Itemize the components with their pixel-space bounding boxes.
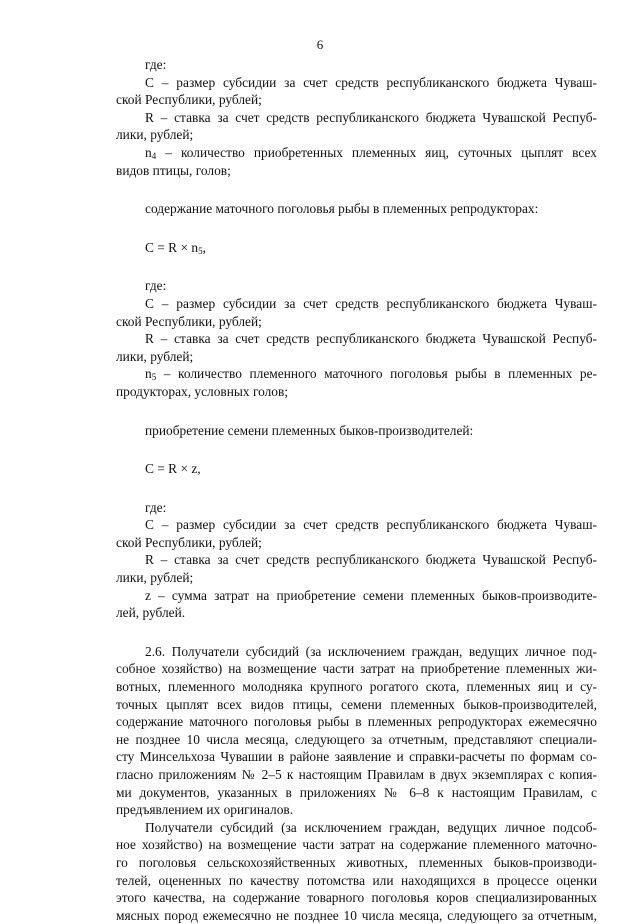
line-text: этого качества, на содержание товарного поголовья коров специализированных — [116, 890, 597, 906]
line-text: лей, рублей. — [116, 605, 186, 621]
line-text-after: – количество приобретенных племенных яиц, суточных цыплят всех — [156, 144, 597, 160]
text-line — [116, 534, 597, 552]
paragraph-gap — [116, 218, 597, 239]
text-line — [116, 499, 597, 517]
line-text: лики, рублей; — [116, 570, 194, 586]
text-line — [116, 422, 597, 440]
line-text: где: — [145, 57, 167, 72]
text-line — [116, 766, 597, 784]
line-text: мясных пород ежемесячно не позднее 10 числа месяца, следующего за отчетным, — [116, 907, 597, 923]
text-line — [116, 74, 597, 92]
line-text: С – размер субсидии за счет средств республиканского бюджета Чуваш- — [145, 517, 597, 533]
text-line — [116, 587, 597, 605]
paragraph-gap — [116, 478, 597, 499]
line-text: гласно приложениям № 2–5 к настоящим Правилам в двух экземплярах с копия- — [116, 767, 597, 782]
line-text: не позднее 10 числа месяца, следующего за отчетным, представляют специали- — [116, 731, 597, 747]
line-text: 2.6. Получатели субсидий (за исключением граждан, ведущих личное под- — [145, 643, 597, 659]
line-text: приобретение семени племенных быков-производителей: — [145, 422, 474, 438]
line-text: ми документов, указанных в приложениях № 6–8 к настоящим Правилам, с — [116, 784, 597, 800]
text-line — [116, 854, 597, 872]
line-text: содержание маточного поголовья рыбы в племенных репродукторах: — [145, 201, 539, 217]
text-line — [116, 713, 597, 731]
line-text: n — [145, 366, 152, 382]
text-line — [116, 748, 597, 766]
paragraph-gap — [116, 401, 597, 422]
document-body — [116, 56, 597, 924]
line-text-after: – количество племенного маточного поголовья рыбы в племенных ре- — [156, 366, 597, 382]
line-text: n — [145, 144, 152, 160]
text-line — [116, 91, 597, 109]
line-text: С – размер субсидии за счет средств республиканского бюджета Чуваш- — [145, 74, 597, 90]
line-text: предъявлением их оригиналов. — [116, 802, 294, 818]
text-line — [116, 295, 597, 313]
text-line — [116, 56, 597, 74]
text-line — [116, 660, 597, 678]
line-text: телей, оцененных по качеству потомства или находящихся в процессе оценки — [116, 872, 597, 888]
paragraph-gap — [116, 439, 597, 460]
text-line — [116, 383, 597, 401]
text-line — [116, 907, 597, 924]
paragraph-gap — [116, 622, 597, 643]
line-text: R – ставка за счет средств республиканского бюджета Чувашской Респуб- — [145, 331, 597, 347]
text-line — [116, 872, 597, 890]
subscript: 5 — [198, 245, 203, 256]
text-line — [116, 836, 597, 854]
line-text: С = R × z, — [145, 461, 201, 477]
line-text: z – сумма затрат на приобретение семени племенных быков-производите- — [145, 587, 597, 603]
text-line — [116, 551, 597, 569]
line-text: Получатели субсидий (за исключением граждан, ведущих личное подсоб- — [145, 819, 597, 835]
line-text: го поголовья сельскохозяйственных животных, племенных быков-производи- — [116, 854, 597, 870]
line-text: ской Республики, рублей; — [116, 313, 262, 329]
text-line — [116, 126, 597, 144]
line-text: где: — [145, 499, 167, 515]
line-text: ное хозяйство) на возмещение части затрат на содержание племенного маточно- — [116, 837, 597, 853]
line-text: продукторах, условных голов; — [116, 383, 289, 399]
line-text: лики, рублей; — [116, 127, 194, 143]
text-line — [116, 604, 597, 622]
line-text: где: — [145, 278, 167, 294]
text-line — [116, 200, 597, 218]
text-line — [116, 109, 597, 127]
text-line — [116, 678, 597, 696]
text-line — [116, 162, 597, 180]
text-line — [116, 277, 597, 295]
line-text: R – ставка за счет средств республиканского бюджета Чувашской Респуб- — [145, 109, 597, 125]
line-text: содержание маточного поголовья рыбы в племенных репродукторах ежемесячно — [116, 714, 597, 730]
text-line — [116, 801, 597, 819]
text-line — [116, 460, 597, 478]
subscript: 5 — [151, 372, 157, 383]
paragraph-gap — [116, 179, 597, 200]
line-text: R – ставка за счет средств республиканского бюджета Чувашской Респуб- — [145, 552, 597, 568]
line-text: точных цыплят всех видов птицы, семени племенных быков-производителей, — [116, 696, 597, 712]
text-line — [116, 144, 597, 162]
line-text: сту Минсельхоза Чувашии в районе заявление и справки-расчеты по формам со- — [116, 749, 597, 765]
text-line — [116, 348, 597, 366]
line-text: ской Республики, рублей; — [116, 92, 262, 108]
text-line — [116, 330, 597, 348]
text-line — [116, 365, 597, 383]
line-text: ской Республики, рублей; — [116, 534, 262, 550]
line-text: вотных, племенного молодняка крупного рогатого скота, племенных яиц и су- — [116, 679, 597, 695]
line-text: собное хозяйство) на возмещение части затрат на приобретение племенных жи- — [116, 661, 597, 677]
text-line — [116, 516, 597, 534]
paragraph-gap — [116, 256, 597, 277]
text-line — [116, 696, 597, 714]
line-text: С – размер субсидии за счет средств республиканского бюджета Чуваш- — [145, 295, 597, 311]
text-line — [116, 313, 597, 331]
line-text: С = R × n — [145, 239, 199, 255]
line-text: видов птицы, голов; — [116, 162, 231, 178]
text-line — [116, 784, 597, 802]
page-number: 6 — [316, 37, 324, 52]
line-text: лики, рублей; — [116, 348, 194, 364]
text-line — [116, 643, 597, 661]
text-line — [116, 819, 597, 837]
text-line — [116, 889, 597, 907]
text-line — [116, 569, 597, 587]
subscript: 4 — [151, 150, 157, 161]
text-line — [116, 731, 597, 749]
text-line — [116, 239, 597, 257]
line-text-after: , — [202, 239, 206, 255]
